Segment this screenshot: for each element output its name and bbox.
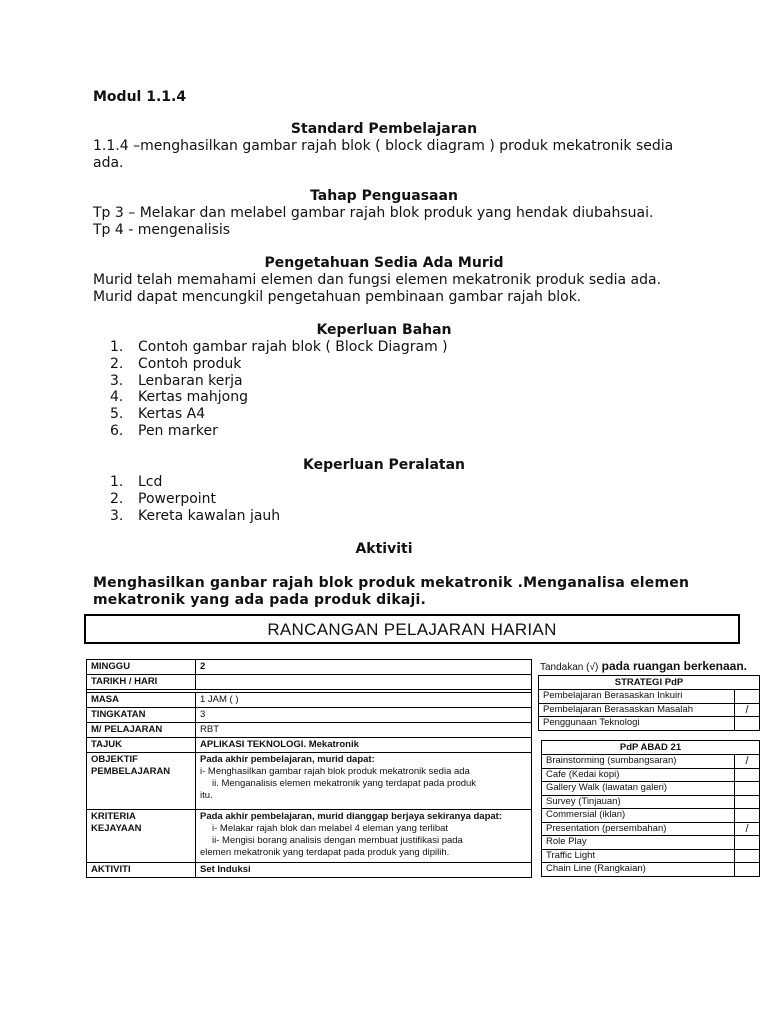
abad21-item-label: Gallery Walk (lawatan galeri) <box>542 782 735 796</box>
list-item: 1. Lcd <box>110 474 163 490</box>
table-row <box>87 753 532 810</box>
minggu-value: 2 <box>196 660 532 675</box>
list-item: 2. Powerpoint <box>110 490 217 507</box>
bahan-heading: Keperluan Bahan <box>316 322 452 338</box>
list-item: 4. Kertas mahjong <box>110 389 248 406</box>
abad21-item-label: Role Play <box>542 836 735 850</box>
table-row <box>87 738 532 753</box>
kriteria-value: Pada akhir pembelajaran, murid dianggap berjaya sekiranya dapat: i- Melakar rajah blok dan melabel 4 eleman yang terlibat ii- Mengisi borang analisis dengan membuat justifikasi pada elemen mekatronik yang terdapat pada produk yang dipilih. <box>196 810 532 863</box>
masa-value: 1 JAM ( ) <box>196 693 532 708</box>
list-item: 3. Lenbaran kerja <box>110 372 243 389</box>
aktiviti-line-1: Menghasilkan ganbar rajah blok produk mekatronik .Menganalisa elemen <box>93 575 690 591</box>
mp-value: RBT <box>196 723 532 738</box>
table-row <box>87 660 532 675</box>
abad21-item-label: Commersial (iklan) <box>542 809 735 823</box>
abad21-item-label: Chain Line (Rangkaian) <box>542 863 735 877</box>
tarikh-value <box>196 675 532 690</box>
abad21-table <box>541 740 760 877</box>
abad21-item-mark[interactable] <box>735 768 760 782</box>
standard-line-2: ada. <box>93 155 124 171</box>
tarikh-label: TARIKH / HARI <box>87 675 196 690</box>
table-row <box>542 768 760 782</box>
abad21-item-mark[interactable] <box>735 863 760 877</box>
table-row <box>539 690 760 704</box>
rph-title-box <box>84 614 740 644</box>
strategi-item-label: Pembelajaran Berasaskan Masalah <box>539 703 735 717</box>
aktiviti-value: Set Induksi <box>196 863 532 878</box>
mp-label: M/ PELAJARAN <box>87 723 196 738</box>
peralatan-heading: Keperluan Peralatan <box>302 457 466 473</box>
abad21-item-mark[interactable] <box>735 849 760 863</box>
strategi-item-mark[interactable]: / <box>735 703 760 717</box>
abad21-item-label: Brainstorming (sumbangsaran) <box>542 755 735 769</box>
table-row <box>542 822 760 836</box>
table-row <box>542 849 760 863</box>
abad21-item-mark[interactable] <box>735 836 760 850</box>
tandakan-note: Tandakan (√) pada ruangan berkenaan. <box>540 659 748 673</box>
tajuk-value: APLIKASI TEKNOLOGI. Mekatronik <box>196 738 532 753</box>
table-row <box>539 703 760 717</box>
strategi-item-mark[interactable] <box>735 690 760 704</box>
minggu-label: MINGGU <box>87 660 196 675</box>
abad21-item-label: Traffic Light <box>542 849 735 863</box>
tahap-line-2: Tp 4 - mengenalisis <box>93 222 231 238</box>
list-item: 5. Kertas A4 <box>110 406 206 423</box>
abad21-item-mark[interactable]: / <box>735 755 760 769</box>
objektif-label: OBJEKTIF PEMBELAJARAN <box>87 753 196 810</box>
objektif-value: Pada akhir pembelajaran, murid dapat: i- Menghasilkan gambar rajah blok produk mekatronik sedia ada ii. Menganalisis elemen mekatronik yang terdapat pada produk itu. <box>196 753 532 810</box>
list-item: 3. Kereta kawalan jauh <box>110 507 281 524</box>
masa-label: MASA <box>87 693 196 708</box>
pengetahuan-heading: Pengetahuan Sedia Ada Murid <box>264 255 504 271</box>
list-item: 6. Pen marker <box>110 422 218 439</box>
strategi-item-label: Penggunaan Teknologi <box>539 717 735 731</box>
table-row <box>542 741 760 755</box>
table-row <box>539 676 760 690</box>
abad21-item-mark[interactable] <box>735 782 760 796</box>
strategi-heading: STRATEGI PdP <box>539 676 760 690</box>
table-row <box>542 782 760 796</box>
strategi-item-mark[interactable] <box>735 717 760 731</box>
abad21-item-mark[interactable] <box>735 809 760 823</box>
table-row <box>542 795 760 809</box>
tingkatan-label: TINGKATAN <box>87 708 196 723</box>
tahap-line-1: Tp 3 – Melakar dan melabel gambar rajah blok produk yang hendak diubahsuai. <box>93 205 654 221</box>
table-row <box>542 863 760 877</box>
pengetahuan-line-1: Murid telah memahami elemen dan fungsi elemen mekatronik produk sedia ada. <box>93 272 662 288</box>
peralatan-list <box>110 474 280 524</box>
tahap-heading: Tahap Penguasaan <box>310 188 458 204</box>
abad21-item-label: Survey (Tinjauan) <box>542 795 735 809</box>
standard-line-1: 1.1.4 –menghasilkan gambar rajah blok ( block diagram ) produk mekatronik sedia <box>93 138 674 154</box>
kriteria-label: KRITERIA KEJAYAAN <box>87 810 196 863</box>
table-row <box>542 809 760 823</box>
abad21-item-mark[interactable]: / <box>735 822 760 836</box>
table-row <box>87 723 532 738</box>
tingkatan-value: 3 <box>196 708 532 723</box>
abad21-item-label: Cafe (Kedai kopi) <box>542 768 735 782</box>
table-row <box>542 755 760 769</box>
table-row <box>87 675 532 690</box>
rph-title: RANCANGAN PELAJARAN HARIAN <box>267 620 557 639</box>
table-row <box>87 863 532 878</box>
aktiviti-line-2: mekatronik yang ada pada produk dikaji. <box>93 592 427 608</box>
bahan-list <box>110 339 448 440</box>
modul-title: Modul 1.1.4 <box>93 89 187 105</box>
aktiviti-label: AKTIVITI <box>87 863 196 878</box>
list-item: 2. Contoh produk <box>110 355 242 372</box>
aktiviti-heading: Aktiviti <box>355 541 413 557</box>
abad21-item-label: Presentation (persembahan) <box>542 822 735 836</box>
rph-form-table <box>86 659 532 878</box>
strategi-table <box>538 675 760 731</box>
strategi-item-label: Pembelajaran Berasaskan Inkuiri <box>539 690 735 704</box>
table-row <box>87 810 532 863</box>
table-row <box>87 708 532 723</box>
tajuk-label: TAJUK <box>87 738 196 753</box>
pengetahuan-line-2: Murid dapat mencungkil pengetahuan pembinaan gambar rajah blok. <box>93 289 582 305</box>
table-row <box>87 693 532 708</box>
table-row <box>539 717 760 731</box>
abad21-item-mark[interactable] <box>735 795 760 809</box>
table-row <box>542 836 760 850</box>
abad21-heading: PdP ABAD 21 <box>542 741 760 755</box>
list-item: 1. Contoh gambar rajah blok ( Block Diagram ) <box>110 339 448 355</box>
standard-heading: Standard Pembelajaran <box>290 121 478 137</box>
